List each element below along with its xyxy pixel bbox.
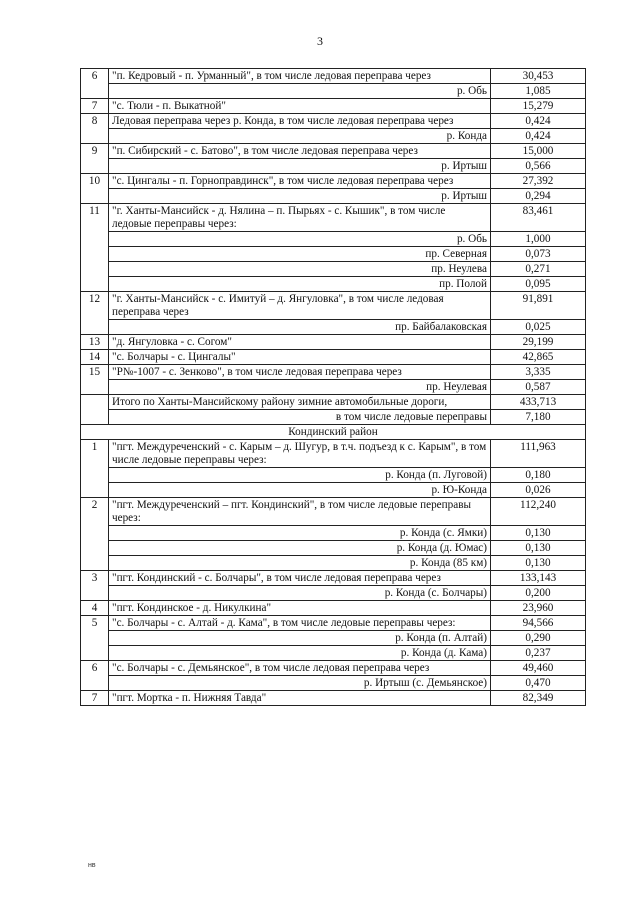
table-row: [81, 292, 586, 320]
row-number: [81, 262, 109, 277]
row-number: [81, 320, 109, 335]
length-km: 0,587: [491, 380, 586, 395]
length-km: 30,453: [491, 69, 586, 84]
subitem-row: [81, 526, 586, 541]
subitem-row: [81, 159, 586, 174]
length-km: 7,180: [491, 410, 586, 425]
length-km: 0,566: [491, 159, 586, 174]
road-description: "д. Янгуловка - с. Согом": [109, 335, 491, 350]
road-description: "пгт. Мортка - п. Нижняя Тавда": [109, 691, 491, 706]
table-row: [81, 144, 586, 159]
row-number: [81, 556, 109, 571]
crossing-name: пр. Байбалаковская: [109, 320, 491, 335]
winter-roads-table: [80, 68, 586, 706]
row-number: 9: [81, 144, 109, 159]
subitem-row: [81, 232, 586, 247]
length-km: 0,026: [491, 483, 586, 498]
row-number: 14: [81, 350, 109, 365]
crossing-name: р. Конда (д. Юмас): [109, 541, 491, 556]
row-number: [81, 247, 109, 262]
crossing-name: р. Конда (с. Ямки): [109, 526, 491, 541]
length-km: 1,085: [491, 84, 586, 99]
table-row: [81, 204, 586, 232]
length-km: 0,470: [491, 676, 586, 691]
scan-mark: нв: [88, 862, 96, 869]
length-km: 3,335: [491, 365, 586, 380]
subitem-row: [81, 277, 586, 292]
road-description: "г. Ханты-Мансийск - д. Нялина – п. Пырьях - с. Кышик", в том числе ледовые переправы через:: [109, 204, 491, 232]
length-km: 133,143: [491, 571, 586, 586]
row-number: [81, 410, 109, 425]
subitem-row: [81, 380, 586, 395]
subitem-row: [81, 586, 586, 601]
row-number: 6: [81, 69, 109, 84]
section-row: [81, 425, 586, 440]
crossing-name: р. Иртыш: [109, 189, 491, 204]
table-row: [81, 99, 586, 114]
crossing-name: р. Иртыш: [109, 159, 491, 174]
crossing-name: пр. Неулева: [109, 262, 491, 277]
length-km: 29,199: [491, 335, 586, 350]
crossing-name: р. Иртыш (с. Демьянское): [109, 676, 491, 691]
row-number: [81, 189, 109, 204]
row-number: 12: [81, 292, 109, 320]
length-km: 91,891: [491, 292, 586, 320]
length-km: 83,461: [491, 204, 586, 232]
length-km: 0,130: [491, 526, 586, 541]
road-description: "с. Болчары - с. Алтай - д. Кама", в том числе ледовые переправы через:: [109, 616, 491, 631]
subitem-row: [81, 541, 586, 556]
row-number: 1: [81, 440, 109, 468]
table-row: [81, 601, 586, 616]
table-row: [81, 691, 586, 706]
table-row: [81, 350, 586, 365]
subitem-row: [81, 646, 586, 661]
crossing-name: р. Конда (п. Алтай): [109, 631, 491, 646]
subitem-row: [81, 247, 586, 262]
length-km: 0,424: [491, 114, 586, 129]
row-number: [81, 526, 109, 541]
row-number: [81, 586, 109, 601]
row-number: 2: [81, 498, 109, 526]
table-row: [81, 365, 586, 380]
crossing-name: р. Обь: [109, 84, 491, 99]
subitem-row: [81, 468, 586, 483]
row-number: 10: [81, 174, 109, 189]
row-number: 5: [81, 616, 109, 631]
row-number: 15: [81, 365, 109, 380]
crossing-name: р. Конда (д. Кама): [109, 646, 491, 661]
subitem-row: [81, 129, 586, 144]
crossing-name: р. Обь: [109, 232, 491, 247]
row-number: 7: [81, 99, 109, 114]
subitem-row: [81, 410, 586, 425]
road-description: "Р№-1007 - с. Зенково", в том числе ледовая переправа через: [109, 365, 491, 380]
road-description: "пгт. Кондинский - с. Болчары", в том числе ледовая переправа через: [109, 571, 491, 586]
length-km: 94,566: [491, 616, 586, 631]
row-number: [81, 646, 109, 661]
subitem-row: [81, 84, 586, 99]
length-km: 0,095: [491, 277, 586, 292]
length-km: 1,000: [491, 232, 586, 247]
row-number: 6: [81, 661, 109, 676]
row-number: [81, 676, 109, 691]
crossing-name: пр. Неулевая: [109, 380, 491, 395]
row-number: [81, 84, 109, 99]
subitem-row: [81, 556, 586, 571]
row-number: [81, 631, 109, 646]
road-description: Итого по Ханты-Мансийскому району зимние автомобильные дороги,: [109, 395, 491, 410]
row-number: 11: [81, 204, 109, 232]
length-km: 111,963: [491, 440, 586, 468]
road-description: "с. Тюли - п. Выкатной": [109, 99, 491, 114]
row-number: 13: [81, 335, 109, 350]
length-km: 42,865: [491, 350, 586, 365]
length-km: 0,025: [491, 320, 586, 335]
page-number: 3: [317, 34, 323, 48]
length-km: 23,960: [491, 601, 586, 616]
table-row: [81, 498, 586, 526]
crossing-name: р. Конда: [109, 129, 491, 144]
crossing-name: р. Конда (п. Луговой): [109, 468, 491, 483]
section-title: Кондинский район: [81, 425, 586, 440]
table-row: [81, 616, 586, 631]
length-km: 112,240: [491, 498, 586, 526]
length-km: 27,392: [491, 174, 586, 189]
row-number: 8: [81, 114, 109, 129]
crossing-name: р. Конда (85 км): [109, 556, 491, 571]
subitem-row: [81, 262, 586, 277]
row-number: [81, 541, 109, 556]
subitem-row: [81, 189, 586, 204]
row-number: 7: [81, 691, 109, 706]
subitem-row: [81, 483, 586, 498]
length-km: 15,279: [491, 99, 586, 114]
table-row: [81, 661, 586, 676]
table-row: [81, 335, 586, 350]
length-km: 0,424: [491, 129, 586, 144]
table-body: [81, 69, 586, 706]
road-description: "с. Болчары - с. Демьянское", в том числе ледовая переправа через: [109, 661, 491, 676]
length-km: 433,713: [491, 395, 586, 410]
length-km: 0,294: [491, 189, 586, 204]
length-km: 0,200: [491, 586, 586, 601]
table-row: [81, 69, 586, 84]
row-number: [81, 380, 109, 395]
road-description: "п. Кедровый - п. Урманный", в том числе ледовая переправа через: [109, 69, 491, 84]
subitem-row: [81, 676, 586, 691]
row-number: 4: [81, 601, 109, 616]
length-km: 0,237: [491, 646, 586, 661]
road-description: "пгт. Междуреченский - с. Карым – д. Шугур, в т.ч. подъезд к с. Карым", в том числе ледовые переправы через:: [109, 440, 491, 468]
road-description: "п. Сибирский - с. Батово", в том числе ледовая переправа через: [109, 144, 491, 159]
road-description: "пгт. Междуреченский – пгт. Кондинский", в том числе ледовые переправы через:: [109, 498, 491, 526]
crossing-name: пр. Полой: [109, 277, 491, 292]
length-km: 0,180: [491, 468, 586, 483]
row-number: [81, 232, 109, 247]
table-row: [81, 571, 586, 586]
length-km: 0,073: [491, 247, 586, 262]
road-description: "пгт. Кондинское - д. Никулкина": [109, 601, 491, 616]
subitem-row: [81, 320, 586, 335]
row-number: [81, 468, 109, 483]
row-number: [81, 395, 109, 410]
crossing-name: в том числе ледовые переправы: [109, 410, 491, 425]
length-km: 0,130: [491, 556, 586, 571]
row-number: [81, 277, 109, 292]
table-row: [81, 174, 586, 189]
length-km: 49,460: [491, 661, 586, 676]
length-km: 0,290: [491, 631, 586, 646]
crossing-name: р. Ю-Конда: [109, 483, 491, 498]
row-number: [81, 159, 109, 174]
length-km: 0,130: [491, 541, 586, 556]
length-km: 0,271: [491, 262, 586, 277]
road-description: "с. Болчары - с. Цингалы": [109, 350, 491, 365]
crossing-name: р. Конда (с. Болчары): [109, 586, 491, 601]
table-row: [81, 395, 586, 410]
row-number: [81, 483, 109, 498]
length-km: 15,000: [491, 144, 586, 159]
length-km: 82,349: [491, 691, 586, 706]
row-number: [81, 129, 109, 144]
row-number: 3: [81, 571, 109, 586]
road-description: "г. Ханты-Мансийск - с. Имитуй – д. Янгуловка", в том числе ледовая переправа через: [109, 292, 491, 320]
road-description: Ледовая переправа через р. Конда, в том числе ледовая переправа через: [109, 114, 491, 129]
road-description: "с. Цингалы - п. Горноправдинск", в том числе ледовая переправа через: [109, 174, 491, 189]
subitem-row: [81, 631, 586, 646]
crossing-name: пр. Северная: [109, 247, 491, 262]
table-row: [81, 114, 586, 129]
table-row: [81, 440, 586, 468]
